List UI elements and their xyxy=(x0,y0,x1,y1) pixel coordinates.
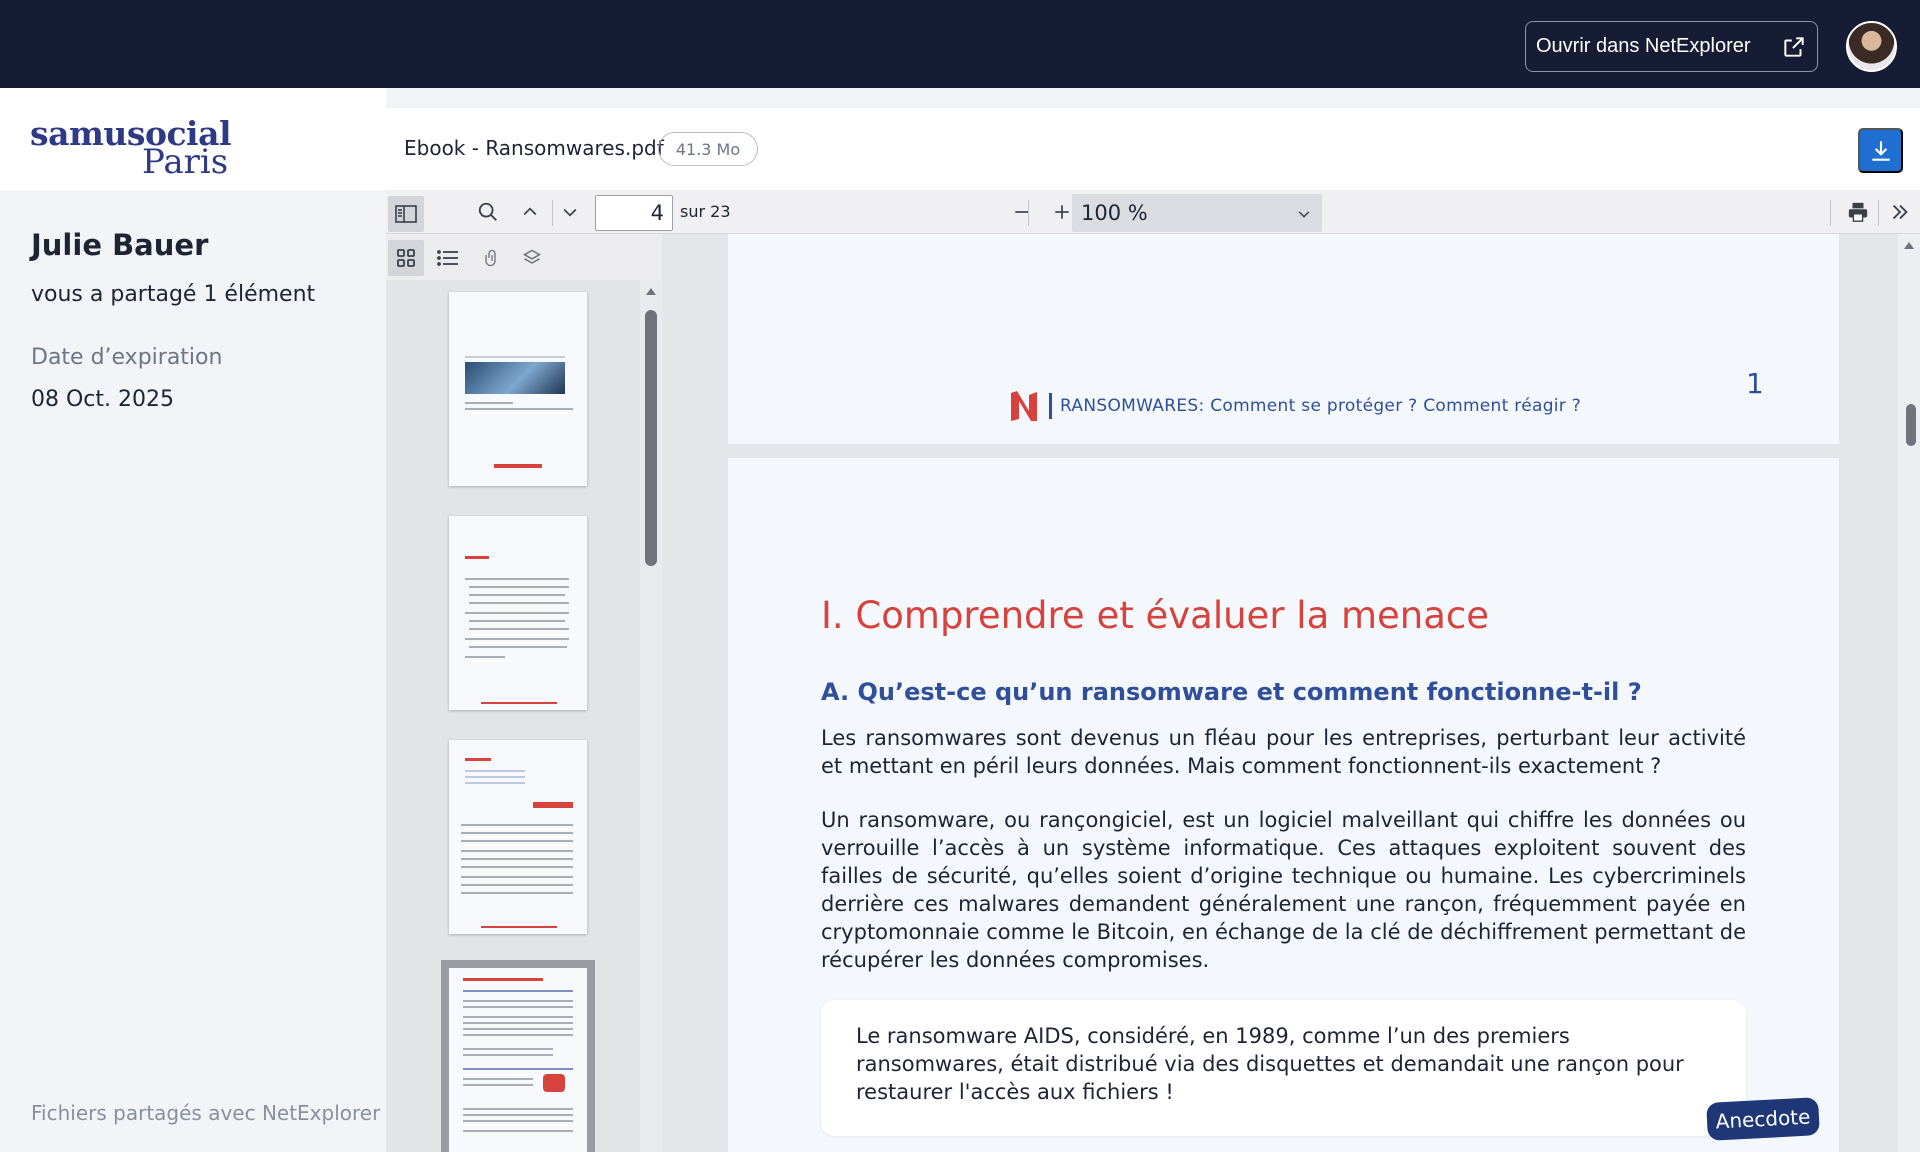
footer-divider xyxy=(1049,393,1052,419)
scroll-up-arrow-icon xyxy=(1903,240,1915,250)
thumbnail-text-line xyxy=(465,578,569,580)
thumbnail-text-line xyxy=(465,656,505,658)
zoom-out-button[interactable] xyxy=(1006,196,1038,228)
thumbnail-text-line xyxy=(461,876,573,878)
page-thumbnail-4[interactable] xyxy=(449,968,587,1152)
thumbnail-scrollbar-thumb[interactable] xyxy=(645,310,657,566)
printer-icon xyxy=(1847,201,1869,223)
shared-text: vous a partagé 1 élément xyxy=(31,282,316,307)
toolbar-divider xyxy=(552,200,553,226)
page-thumbnail-2[interactable] xyxy=(449,516,587,710)
paragraph-1: Les ransomwares sont devenus un fléau pour les entreprises, perturbant leur activité et mettant en péril leurs données. Mais comment fonctionnent-ils exactement ? xyxy=(821,726,1746,778)
thumbnail-panel xyxy=(386,234,662,1152)
document-scrollbar-thumb[interactable] xyxy=(1906,404,1916,446)
thumbnail-text-line xyxy=(463,1048,553,1050)
thumbnail-panel-tabs xyxy=(386,234,662,280)
paperclip-icon xyxy=(483,247,501,269)
toolbar-divider xyxy=(1878,200,1879,226)
thumbnail-callout-mark xyxy=(533,802,573,808)
thumbnail-heading-mark xyxy=(465,556,489,559)
thumbnail-map-image xyxy=(543,1074,565,1092)
download-button[interactable] xyxy=(1858,128,1903,173)
open-in-netexplorer-button[interactable] xyxy=(1525,21,1818,72)
chevron-down-icon xyxy=(560,202,580,222)
thumbnail-text-line xyxy=(465,638,569,640)
thumbnail-footer-mark xyxy=(481,702,557,704)
expiration-date: 08 Oct. 2025 xyxy=(31,387,174,412)
thumbnail-text-line xyxy=(469,602,569,604)
page-thumbnail-3[interactable] xyxy=(449,740,587,934)
thumbnail-text-line xyxy=(463,1028,573,1030)
sidebar xyxy=(0,88,386,1152)
avatar[interactable] xyxy=(1846,21,1897,72)
thumbnail-text-line xyxy=(463,1108,573,1110)
pdf-viewer xyxy=(386,108,1920,1152)
page-footer xyxy=(1009,389,1581,423)
thumbnail-text-line xyxy=(465,402,513,404)
page-thumbnail-1[interactable] xyxy=(449,292,587,486)
thumbnail-text-line xyxy=(461,850,573,852)
thumbnail-text-line xyxy=(463,1068,573,1070)
previous-page-button[interactable] xyxy=(514,196,546,228)
top-bar xyxy=(0,0,1920,88)
minus-icon xyxy=(1012,202,1032,222)
thumbnail-text-line xyxy=(463,1114,573,1116)
thumbnail-text-line xyxy=(461,884,573,886)
anecdote-box xyxy=(821,1000,1746,1136)
thumbnail-text-line xyxy=(469,646,567,648)
expiration-label: Date d’expiration xyxy=(31,345,223,370)
thumbnail-text-line xyxy=(465,612,569,614)
thumbnail-text-line xyxy=(461,824,573,826)
thumbnail-text-line xyxy=(465,776,525,778)
thumbnail-text-line xyxy=(469,620,565,622)
thumbnail-text-line xyxy=(461,832,573,834)
logo xyxy=(0,88,386,192)
pdf-toolbar xyxy=(386,190,1920,234)
thumbnail-text-line xyxy=(463,1078,533,1080)
chevron-down-icon xyxy=(1296,206,1312,222)
tab-layers[interactable] xyxy=(514,240,550,276)
thumbnail-text-line xyxy=(469,594,565,596)
thumbnail-text-line xyxy=(463,990,573,992)
pdf-page-2 xyxy=(728,458,1839,1152)
thumbnail-text-line xyxy=(461,840,573,842)
page-number: 1 xyxy=(1746,367,1764,400)
file-name: Ebook - Ransomwares.pdf xyxy=(404,136,664,160)
double-chevron-right-icon xyxy=(1889,201,1911,223)
logo-text-bottom: Paris xyxy=(142,142,229,182)
thumbnail-text-line xyxy=(463,1084,533,1086)
thumbnail-cover-image xyxy=(465,362,565,394)
section-heading: I. Comprendre et évaluer la menace xyxy=(821,594,1490,637)
open-button-label: Ouvrir dans NetExplorer xyxy=(1536,35,1751,57)
sidebar-toggle-button[interactable] xyxy=(388,196,424,232)
thumbnail-text-line xyxy=(463,1006,573,1008)
netexplorer-footer-link[interactable]: Fichiers partagés avec NetExplorer xyxy=(31,1101,381,1125)
grid-icon xyxy=(397,249,415,267)
external-link-icon xyxy=(1781,34,1807,60)
thumbnail-text-line xyxy=(461,892,573,894)
thumbnail-heading-mark xyxy=(463,978,543,981)
thumbnail-text-line xyxy=(469,628,569,630)
zoom-value: 100 % xyxy=(1081,201,1148,225)
thumbnail-logo-mark xyxy=(494,464,542,468)
thumbnail-text-line xyxy=(463,1022,573,1024)
zoom-select[interactable] xyxy=(1072,194,1322,232)
thumbnail-text-line xyxy=(465,356,565,358)
print-button[interactable] xyxy=(1842,196,1874,228)
list-icon xyxy=(437,249,459,267)
plus-icon xyxy=(1052,202,1072,222)
thumbnail-text-line xyxy=(463,1130,573,1132)
thumbnail-heading-mark xyxy=(465,758,491,761)
chevron-up-icon xyxy=(520,202,540,222)
thumbnail-list[interactable] xyxy=(386,280,640,1152)
sender-name: Julie Bauer xyxy=(31,228,209,262)
next-page-button[interactable] xyxy=(554,196,586,228)
scroll-up-arrow-icon xyxy=(645,286,657,296)
tab-thumbnails[interactable] xyxy=(388,240,424,276)
sidebar-toggle-icon xyxy=(395,205,417,223)
logo-text-top: samusocial xyxy=(30,114,232,153)
page-total: sur 23 xyxy=(680,202,731,221)
thumbnail-text-line xyxy=(469,586,569,588)
toolbar-divider xyxy=(1830,200,1831,226)
thumbnail-text-line xyxy=(465,770,525,772)
download-icon xyxy=(1868,138,1894,164)
page-footer-text: RANSOMWARES: Comment se protéger ? Comment réagir ? xyxy=(1060,396,1582,416)
toolbar-divider xyxy=(1028,200,1029,226)
thumbnail-text-line xyxy=(463,1034,573,1036)
thumbnail-text-line xyxy=(463,1000,573,1002)
thumbnail-text-line xyxy=(465,782,525,784)
search-icon xyxy=(477,201,499,223)
more-tools-button[interactable] xyxy=(1884,196,1916,228)
file-header xyxy=(386,108,1920,190)
thumbnail-text-line xyxy=(463,1054,553,1056)
thumbnail-text-line xyxy=(465,408,573,410)
search-button[interactable] xyxy=(472,196,504,228)
subsection-heading: A. Qu’est-ce qu’un ransomware et comment fonctionne-t-il ? xyxy=(821,678,1642,706)
paragraph-2: Un ransomware, ou rançongiciel, est un logiciel malveillant qui chiffre les données ou verrouille l’accès à un système informatique. Ces attaques exploitent souvent des failles de sécurité, qu’elles soient d’origine technique ou humaine. Les cybercriminels derrière ces malwares demandent généralement une rançon, fréquemment payée en cryptomonnaie comme le Bitcoin, en échange de la clé de déchiffrement permettant de récupérer les données compromises. xyxy=(821,808,1746,972)
anecdote-text: Le ransomware AIDS, considéré, en 1989, comme l’un des premiers ransomwares, était distribué via des disquettes et demandait une rançon pour restaurer l'accès aux fichiers ! xyxy=(856,1024,1684,1104)
pdf-page-1 xyxy=(728,234,1839,444)
document-scrollbar[interactable] xyxy=(1898,234,1920,1152)
tab-attachments[interactable] xyxy=(474,240,510,276)
thumbnail-text-line xyxy=(461,858,573,860)
document-area[interactable] xyxy=(662,234,1920,1152)
anecdote-badge: Anecdote xyxy=(1706,1097,1820,1141)
thumbnail-footer-mark xyxy=(481,926,557,928)
page-number-input[interactable]: 4 xyxy=(595,195,673,231)
tab-outline[interactable] xyxy=(430,240,466,276)
netexplorer-logo-icon xyxy=(1009,389,1039,423)
file-size-badge: 41.3 Mo xyxy=(658,132,758,166)
thumbnail-text-line xyxy=(463,1016,573,1018)
thumbnail-text-line xyxy=(463,1120,573,1122)
layers-icon xyxy=(521,248,543,268)
thumbnail-text-line xyxy=(461,866,573,868)
